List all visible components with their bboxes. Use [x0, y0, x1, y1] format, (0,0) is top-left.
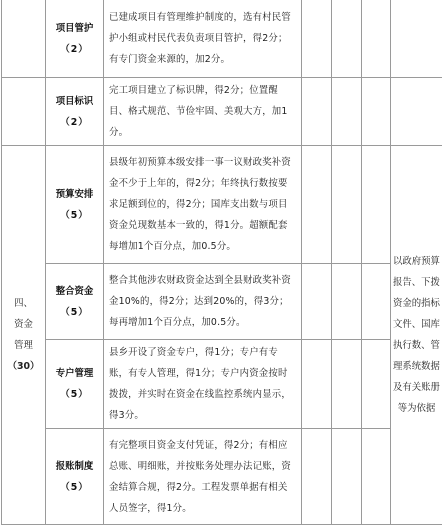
criteria-cell: 已建成项目有管理维护制度的，选有村民管护小组或村民代表负责项目管护，得2分；有专门资金来源的，加2分。	[104, 0, 302, 78]
item-cell	[46, 78, 104, 146]
score-cell	[302, 78, 332, 146]
score-cell	[332, 0, 362, 78]
score-cell	[362, 340, 391, 429]
criteria-cell: 县级年初预算本级安排一事一议财政奖补资金不少于上年的，得2分；年终执行数按要求足额到位的，得2分；国库支出数与项目资金兑现数基本一致的，得1分。超额配套每增加1个百分点，加0.5分。	[104, 146, 302, 264]
item-score: （2）	[46, 39, 103, 60]
table-row-budget-arrangement	[2, 146, 442, 264]
item-cell	[46, 429, 104, 525]
category-score: （30）	[8, 361, 40, 372]
score-cell	[302, 264, 332, 340]
score-cell	[332, 429, 362, 525]
category-line-3: 管理	[14, 340, 33, 351]
score-cell	[362, 78, 391, 146]
score-cell	[362, 0, 391, 78]
score-cell	[362, 264, 391, 340]
basis-cell-top	[391, 0, 442, 78]
item-cell	[46, 146, 104, 264]
table-row-project-signage	[2, 78, 442, 146]
evaluation-table	[1, 0, 442, 525]
score-cell	[332, 340, 362, 429]
item-score: （5）	[46, 477, 103, 498]
basis-cell: 以政府预算报告、下拨资金的指标文件、国库执行数、管理系统数据及有关账册等为依据	[391, 146, 442, 525]
item-score: （5）	[46, 302, 103, 323]
item-cell	[46, 340, 104, 429]
score-cell	[332, 146, 362, 264]
category-cell	[2, 146, 46, 525]
category-cell-upper	[2, 78, 46, 146]
criteria-cell: 整合其他涉农财政资金达到全县财政奖补资金10%的，得2分；达到20%的，得3分；每再增加1个百分点，加0.5分。	[104, 264, 302, 340]
score-cell	[362, 429, 391, 525]
item-name: 报账制度	[56, 461, 94, 472]
category-line-2: 资金	[14, 319, 33, 330]
item-cell	[46, 0, 104, 78]
criteria-cell: 有完整项目资金支付凭证，得2分；有相应总账、明细账，并按账务处理办法记账，资金结算合规，得2分。工程发票单据有相关人员签字，得1分。	[104, 429, 302, 525]
table-row-special-account	[2, 340, 442, 429]
table-row-fund-integration	[2, 264, 442, 340]
score-cell	[302, 340, 332, 429]
score-cell	[302, 429, 332, 525]
item-name: 项目标识	[56, 96, 94, 107]
category-line-1: 四、	[14, 298, 33, 309]
score-cell	[332, 264, 362, 340]
table-row-project-maintenance	[2, 0, 442, 78]
score-cell	[302, 0, 332, 78]
item-name: 专户管理	[56, 368, 94, 379]
item-cell	[46, 264, 104, 340]
table-row-reimbursement	[2, 429, 442, 525]
item-score: （2）	[46, 112, 103, 133]
item-score: （5）	[46, 384, 103, 405]
score-cell	[332, 78, 362, 146]
score-cell	[302, 146, 332, 264]
item-name: 整合资金	[56, 286, 94, 297]
category-cell-top	[2, 0, 46, 78]
item-score: （5）	[46, 205, 103, 226]
item-name: 项目管护	[56, 23, 94, 34]
score-cell	[362, 146, 391, 264]
basis-cell-upper	[391, 78, 442, 146]
item-name: 预算安排	[56, 189, 94, 200]
criteria-cell: 县乡开设了资金专户，得1分；专户有专账，有专人管理，得1分；专户内资金按时拨拨，并实时在资金在线监控系统内显示，得3分。	[104, 340, 302, 429]
criteria-cell: 完工项目建立了标识牌，得2分；位置醒目、格式规范、节俭牢固、美观大方，加1分。	[104, 78, 302, 146]
